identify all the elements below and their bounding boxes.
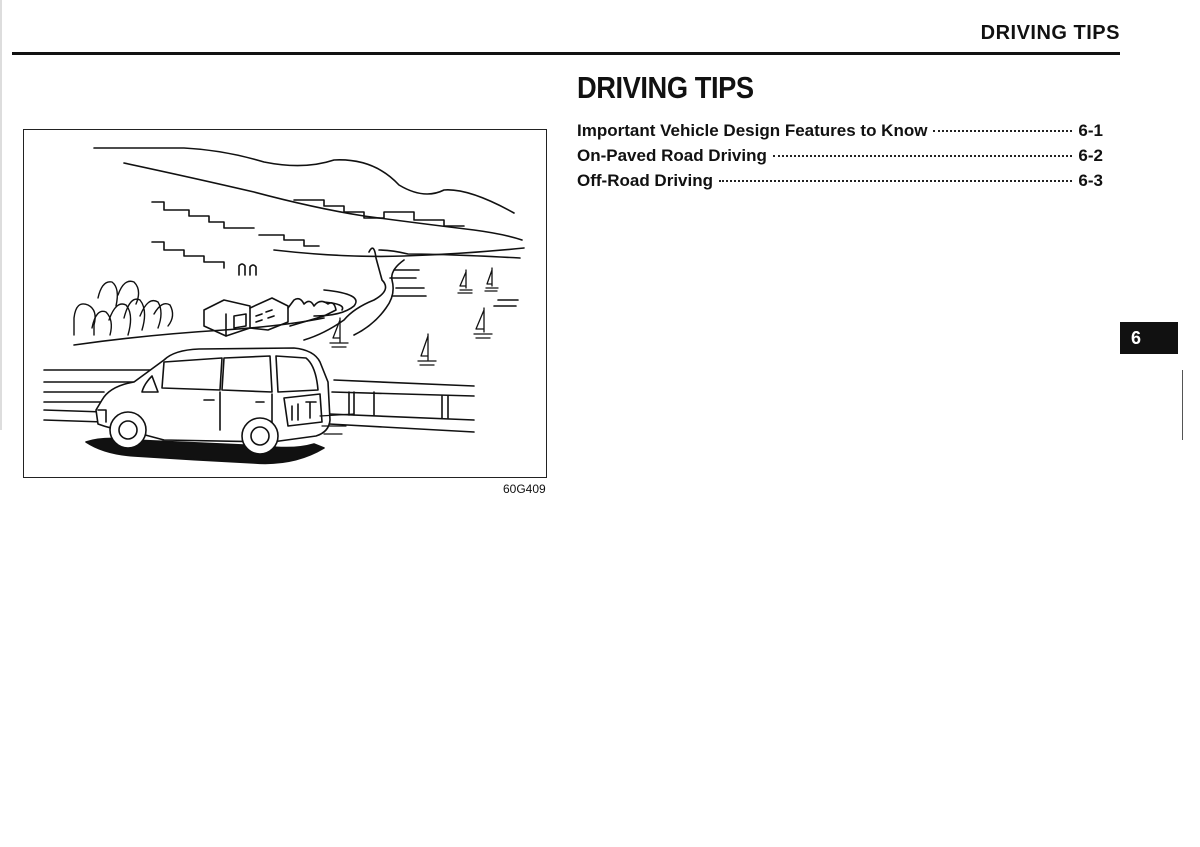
toc-entry[interactable] [577,171,1103,196]
car-coastal-road-illustration [23,129,547,478]
toc-entry-page: 6-3 [1078,171,1103,190]
running-header-title: DRIVING TIPS [980,22,1120,44]
page-edge-mark [1182,370,1183,410]
header-rule [12,52,1120,55]
toc-entry-label: Off-Road Driving [577,171,713,190]
toc-entry-page: 6-1 [1078,121,1103,140]
figure-code: 60G409 [503,482,546,496]
chapter-tab[interactable] [1120,322,1178,354]
table-of-contents [577,121,1103,196]
toc-entry-label: Important Vehicle Design Features to Know [577,121,928,140]
toc-entry[interactable] [577,146,1103,171]
page-title: DRIVING TIPS [577,70,754,105]
toc-entry[interactable] [577,121,1103,146]
chapter-tab-number: 6 [1130,327,1141,348]
page-edge-shadow [0,0,2,430]
toc-leader-dots [773,155,1073,157]
page-edge-mark [1182,410,1183,440]
toc-entry-page: 6-2 [1078,146,1103,165]
toc-entry-label: On-Paved Road Driving [577,146,767,165]
toc-leader-dots [719,180,1072,182]
toc-leader-dots [933,130,1072,132]
